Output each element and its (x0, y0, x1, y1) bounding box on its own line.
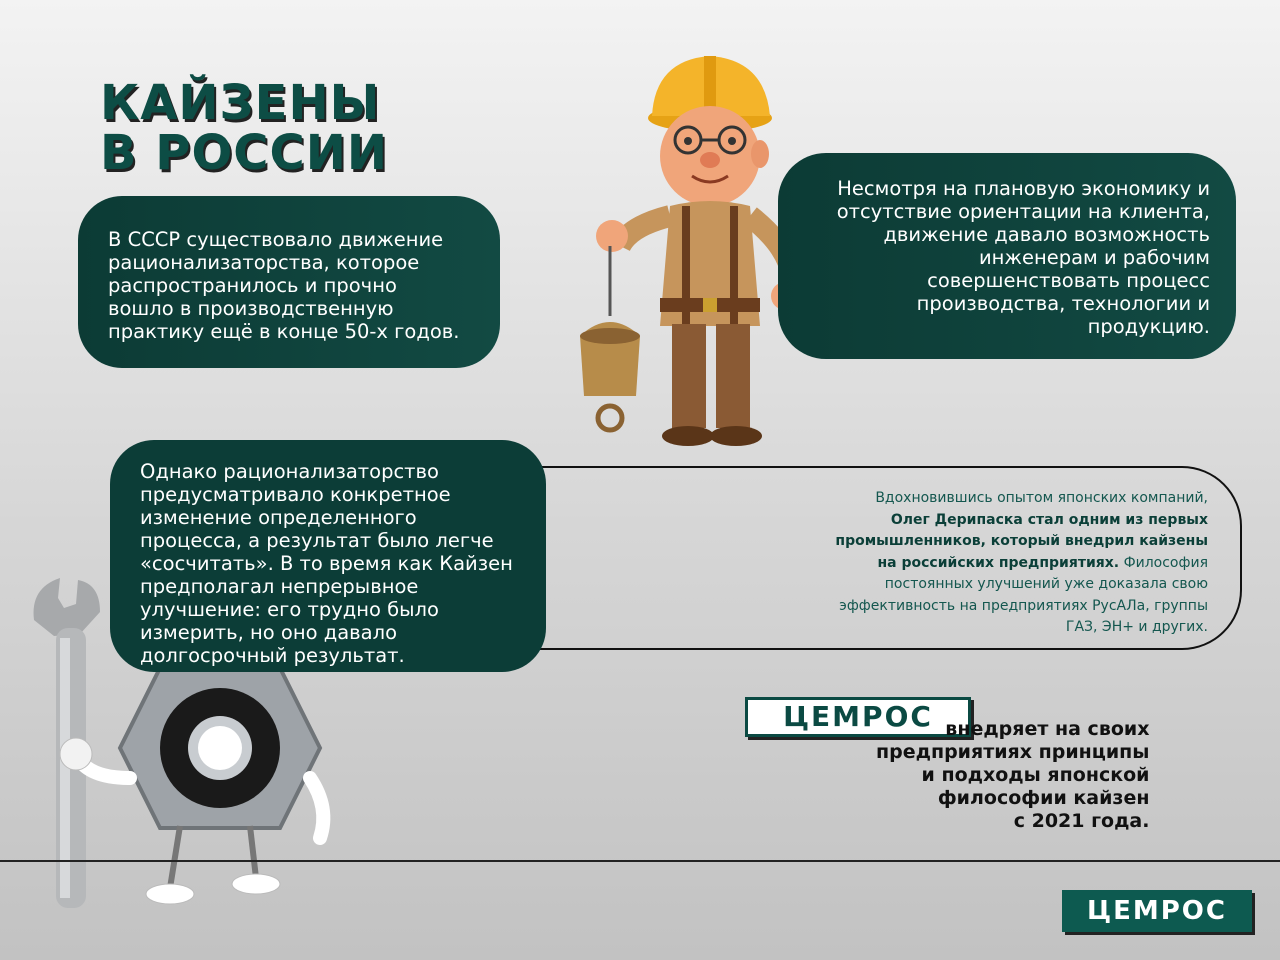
quote-line: Философия (1119, 554, 1208, 571)
economy-line: движение давало возможность (883, 223, 1210, 246)
kaizen-line: процесса, а результат было легче (140, 529, 494, 552)
statement-line: предприятиях принципы (876, 741, 1150, 763)
ussr-line: практику ещё в конце 50-х годов. (108, 320, 460, 343)
kaizen-line: «сосчитать». В то время как Кайзен (140, 552, 513, 575)
quote-line: Вдохновившись опытом японских компаний, (875, 490, 1208, 506)
quote-bold-line: промышленников, который внедрил кайзены (835, 533, 1208, 549)
cemros-statement (876, 718, 1149, 833)
kaizen-line: изменение определенного (140, 506, 417, 529)
quote-line: эффективность на предприятиях РусАЛа, группы (839, 597, 1208, 614)
divider-line (0, 860, 1280, 862)
economy-line: совершенствовать процесс (927, 269, 1210, 292)
kaizen-line: Однако рационализаторство (140, 460, 439, 483)
economy-line: производства, технологии и (916, 292, 1210, 315)
statement-line: внедряет на своих (945, 718, 1150, 740)
kaizen-line: предполагал непрерывное (140, 575, 419, 598)
kaizen-bubble (110, 440, 546, 672)
page-title (100, 75, 389, 181)
corner-logo: ЦЕМРОС (1062, 890, 1252, 932)
statement-line: и подходы японской (921, 764, 1150, 786)
economy-line: продукцию. (1087, 315, 1210, 338)
quote-bold-line: на российских предприятиях. (877, 554, 1120, 571)
quote-bold-line: Олег Дерипаска стал одним из первых (890, 511, 1208, 528)
statement-line: с 2021 года. (1013, 810, 1150, 832)
ussr-line: распространилось и прочно (108, 274, 397, 297)
economy-line: Несмотря на плановую экономику и (837, 177, 1210, 200)
economy-line: отсутствие ориентации на клиента, (836, 200, 1210, 223)
ussr-line: рационализаторства, которое (108, 251, 420, 274)
title-line-1: КАЙЗЕНЫ (100, 75, 381, 131)
kaizen-line: измерить, но оно давало (140, 621, 398, 644)
ussr-line: В СССР существовало движение (108, 228, 444, 251)
quote-line: ГАЗ, ЭН+ и других. (1065, 619, 1208, 635)
economy-line: инженерам и рабочим (978, 246, 1210, 269)
ussr-line: вошло в производственную (108, 297, 394, 320)
statement-line: философии кайзен (937, 787, 1150, 809)
quote-line: постоянных улучшений уже доказала свою (884, 576, 1208, 592)
kaizen-line: долгосрочный результат. (140, 644, 405, 667)
cemros-logo-badge: ЦЕМРОС (745, 697, 971, 737)
economy-bubble (778, 153, 1236, 359)
ussr-bubble (78, 196, 500, 368)
kaizen-line: предусматривало конкретное (140, 483, 451, 506)
title-line-2: В РОССИИ (100, 125, 389, 181)
deripaska-quote (835, 488, 1208, 639)
kaizen-line: улучшение: его трудно было (140, 598, 439, 621)
